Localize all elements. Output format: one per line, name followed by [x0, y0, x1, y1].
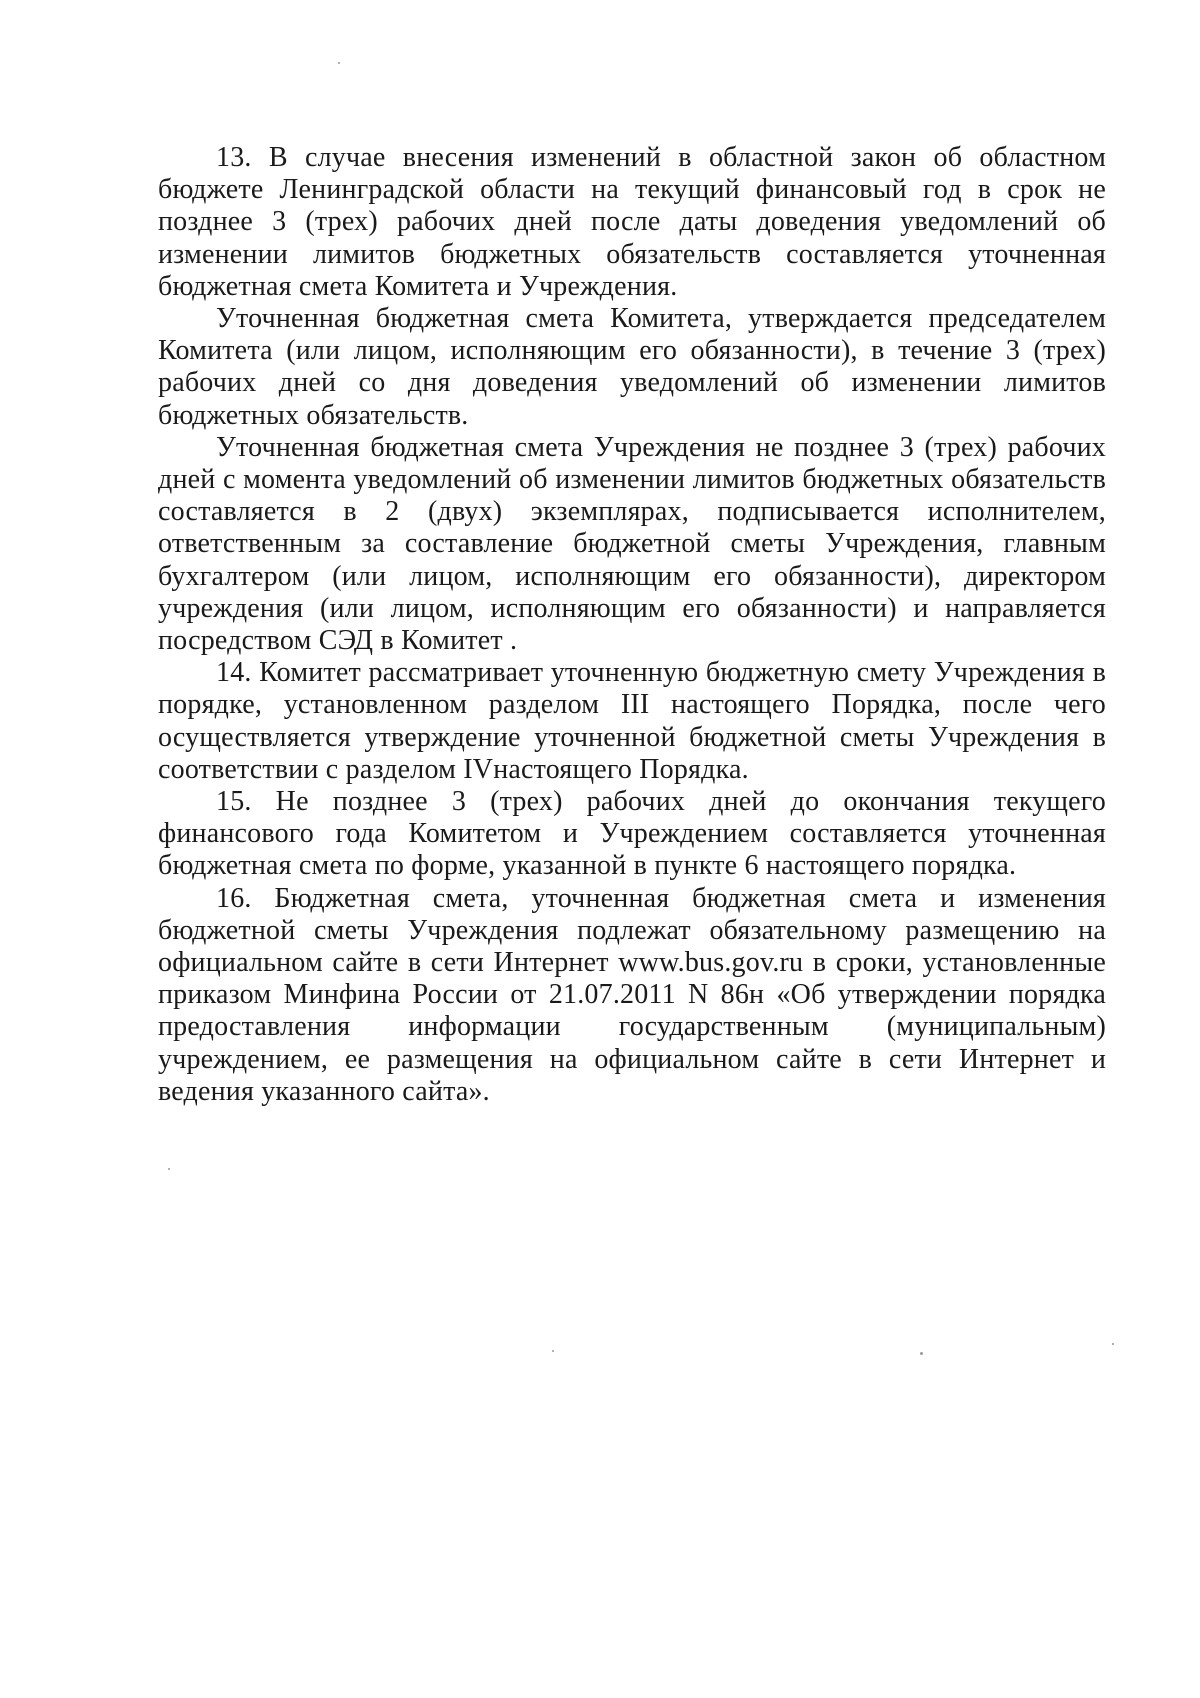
scan-speck: [920, 1352, 923, 1355]
scan-speck: [338, 62, 340, 64]
paragraph-13: 13. В случае внесения изменений в областной закон об областном бюджете Ленинградской области на текущий финансовый год в срок не позднее 3 (трех) рабочих дней после даты доведения уведомлений об изменении лимитов бюджетных обязательств составляется уточненная бюджетная смета Комитета и Учреждения.: [158, 142, 1106, 302]
paragraph-13-committee-estimate: Уточненная бюджетная смета Комитета, утверждается председателем Комитета (или лицом, исполняющим его обязанности), в течение 3 (трех) рабочих дней со дня доведения уведомлений об изменении лимитов бюджетных обязательств.: [158, 303, 1106, 431]
paragraph-14: 14. Комитет рассматривает уточненную бюджетную смету Учреждения в порядке, установленном разделом III настоящего Порядка, после чего осуществляется утверждение уточненной бюджетной сметы Учреждения в соответствии с разделом IVнастоящего Порядка.: [158, 657, 1106, 785]
paragraph-16: 16. Бюджетная смета, уточненная бюджетная смета и изменения бюджетной сметы Учреждения подлежат обязательному размещению на официальном сайте в сети Интернет www.bus.gov.ru в сроки, установленные приказом Минфина России от 21.07.2011 N 86н «Об утверждении порядка предоставления информации государственным (муниципальным) учреждением, ее размещения на официальном сайте в сети Интернет и ведения указанного сайта».: [158, 882, 1106, 1107]
scan-speck: [552, 1350, 554, 1352]
document-body: [158, 142, 1106, 1108]
scan-speck: [168, 1168, 170, 1170]
scan-speck: [1112, 1343, 1114, 1345]
paragraph-13-institution-estimate: Уточненная бюджетная смета Учреждения не позднее 3 (трех) рабочих дней с момента уведомлений об изменении лимитов бюджетных обязательств составляется в 2 (двух) экземплярах, подписывается исполнителем, ответственным за составление бюджетной сметы Учреждения, главным бухгалтером (или лицом, исполняющим его обязанности), директором учреждения (или лицом, исполняющим его обязанности) и направляется посредством СЭД в Комитет .: [158, 431, 1106, 657]
paragraph-15: 15. Не позднее 3 (трех) рабочих дней до окончания текущего финансового года Комитетом и Учреждением составляется уточненная бюджетная смета по форме, указанной в пункте 6 настоящего порядка.: [158, 786, 1106, 882]
